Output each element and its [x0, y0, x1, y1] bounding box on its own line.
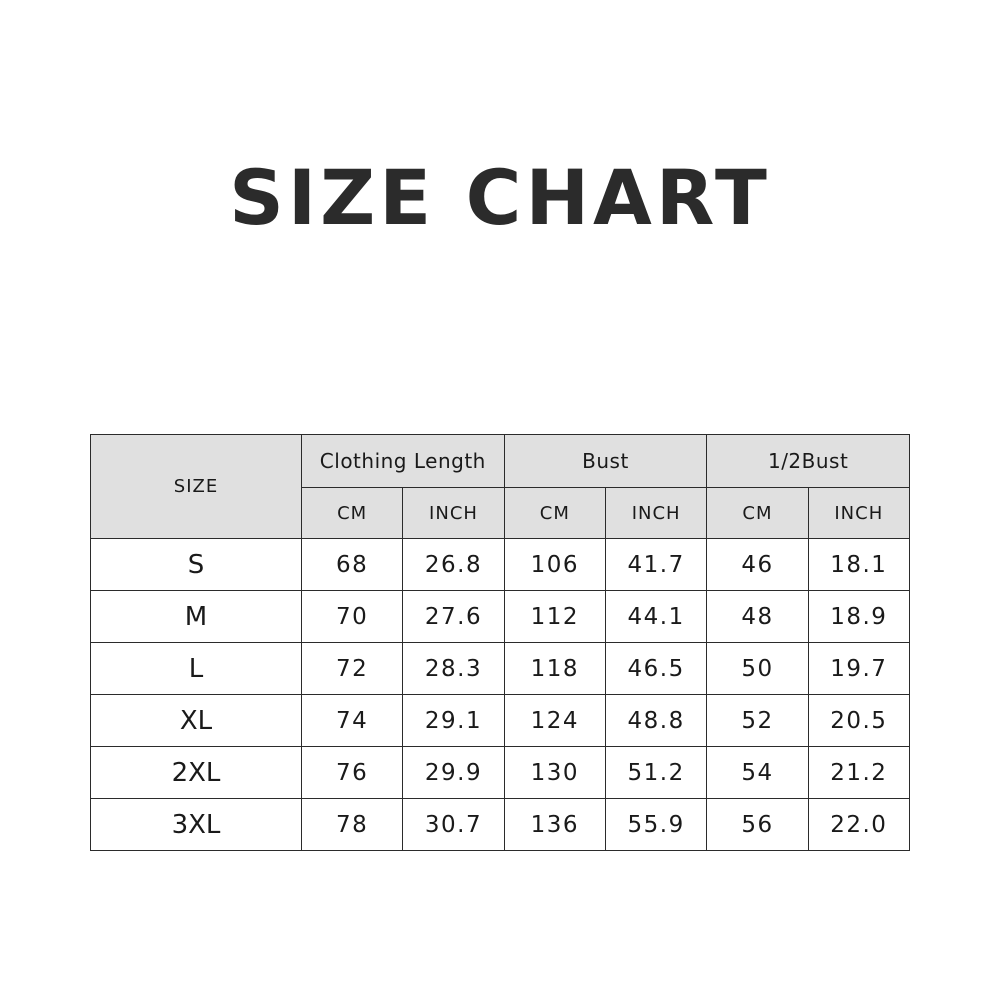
column-header-half-bust-cm: CM: [707, 488, 808, 539]
cell-bust-inch: 46.5: [605, 643, 706, 695]
cell-clothing-length-inch: 29.1: [403, 695, 504, 747]
cell-half-bust-inch: 22.0: [808, 799, 909, 851]
cell-clothing-length-inch: 29.9: [403, 747, 504, 799]
column-header-half-bust-inch: INCH: [808, 488, 909, 539]
table-row: [91, 799, 910, 851]
cell-half-bust-cm: 48: [707, 591, 808, 643]
cell-half-bust-cm: 52: [707, 695, 808, 747]
cell-half-bust-cm: 46: [707, 539, 808, 591]
column-header-clothing-length-cm: CM: [302, 488, 403, 539]
size-chart-table-wrapper: [90, 434, 910, 851]
table-row: [91, 747, 910, 799]
cell-half-bust-cm: 54: [707, 747, 808, 799]
cell-half-bust-inch: 19.7: [808, 643, 909, 695]
cell-half-bust-inch: 21.2: [808, 747, 909, 799]
column-header-bust-cm: CM: [504, 488, 605, 539]
cell-bust-cm: 118: [504, 643, 605, 695]
page-title: SIZE CHART: [229, 153, 771, 242]
size-chart-table: [90, 434, 910, 851]
row-size-label: 3XL: [91, 799, 302, 851]
cell-clothing-length-cm: 72: [302, 643, 403, 695]
table-row: [91, 591, 910, 643]
cell-bust-inch: 51.2: [605, 747, 706, 799]
row-size-label: S: [91, 539, 302, 591]
row-size-label: M: [91, 591, 302, 643]
table-row: [91, 643, 910, 695]
cell-clothing-length-cm: 70: [302, 591, 403, 643]
cell-bust-inch: 41.7: [605, 539, 706, 591]
cell-clothing-length-cm: 74: [302, 695, 403, 747]
table-row: [91, 695, 910, 747]
row-size-label: L: [91, 643, 302, 695]
row-size-label: XL: [91, 695, 302, 747]
cell-bust-cm: 130: [504, 747, 605, 799]
cell-half-bust-inch: 18.1: [808, 539, 909, 591]
column-header-clothing-length-inch: INCH: [403, 488, 504, 539]
cell-half-bust-inch: 20.5: [808, 695, 909, 747]
cell-bust-inch: 48.8: [605, 695, 706, 747]
cell-bust-cm: 112: [504, 591, 605, 643]
cell-bust-cm: 106: [504, 539, 605, 591]
cell-bust-inch: 44.1: [605, 591, 706, 643]
cell-clothing-length-cm: 78: [302, 799, 403, 851]
cell-clothing-length-cm: 68: [302, 539, 403, 591]
table-header-group-row: [91, 435, 910, 488]
column-group-bust: Bust: [504, 435, 707, 488]
cell-clothing-length-cm: 76: [302, 747, 403, 799]
cell-bust-inch: 55.9: [605, 799, 706, 851]
cell-half-bust-cm: 56: [707, 799, 808, 851]
cell-half-bust-inch: 18.9: [808, 591, 909, 643]
cell-clothing-length-inch: 27.6: [403, 591, 504, 643]
column-header-bust-inch: INCH: [605, 488, 706, 539]
column-header-size: SIZE: [91, 435, 302, 539]
cell-clothing-length-inch: 26.8: [403, 539, 504, 591]
cell-clothing-length-inch: 30.7: [403, 799, 504, 851]
column-group-half-bust: 1/2Bust: [707, 435, 910, 488]
cell-bust-cm: 136: [504, 799, 605, 851]
column-group-clothing-length: Clothing Length: [302, 435, 505, 488]
cell-half-bust-cm: 50: [707, 643, 808, 695]
row-size-label: 2XL: [91, 747, 302, 799]
cell-clothing-length-inch: 28.3: [403, 643, 504, 695]
table-row: [91, 539, 910, 591]
cell-bust-cm: 124: [504, 695, 605, 747]
